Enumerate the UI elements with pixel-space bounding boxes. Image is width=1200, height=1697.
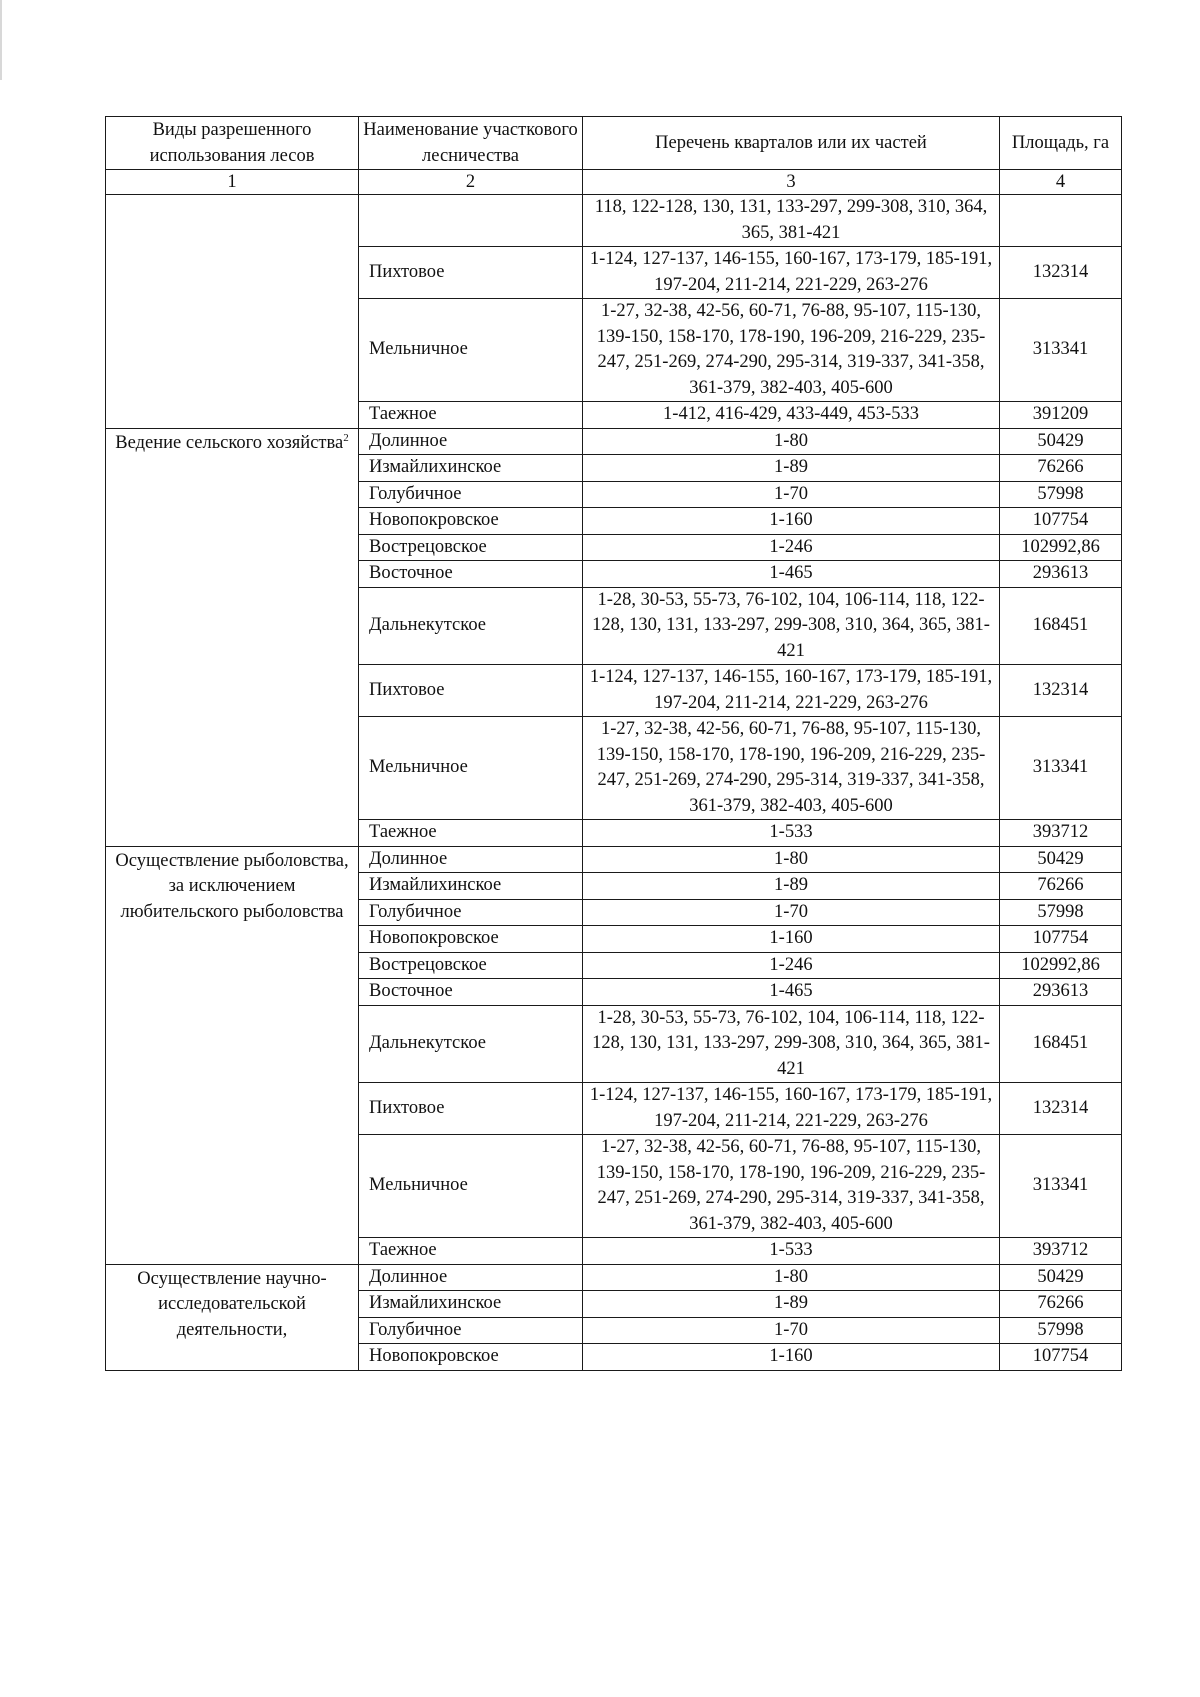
forestry-name: Долинное bbox=[359, 846, 583, 873]
quarters-list: 118, 122-128, 130, 131, 133-297, 299-308, 310, 364, 365, 381-421 bbox=[583, 195, 1000, 247]
forestry-name: Пихтовое bbox=[359, 1083, 583, 1135]
quarters-list: 1-124, 127-137, 146-155, 160-167, 173-179, 185-191, 197-204, 211-214, 221-229, 263-276 bbox=[583, 247, 1000, 299]
quarters-list: 1-533 bbox=[583, 1238, 1000, 1265]
quarters-list: 1-80 bbox=[583, 1264, 1000, 1291]
table-header-row bbox=[106, 117, 1122, 170]
quarters-list: 1-124, 127-137, 146-155, 160-167, 173-179, 185-191, 197-204, 211-214, 221-229, 263-276 bbox=[583, 665, 1000, 717]
usage-kind bbox=[106, 846, 359, 1264]
forestry-name: Пихтовое bbox=[359, 247, 583, 299]
area-value: 57998 bbox=[1000, 899, 1122, 926]
quarters-list: 1-465 bbox=[583, 979, 1000, 1006]
quarters-list: 1-412, 416-429, 433-449, 453-533 bbox=[583, 402, 1000, 429]
forestry-name: Долинное bbox=[359, 1264, 583, 1291]
kind-cell-continued bbox=[106, 195, 359, 429]
forestry-name: Пихтовое bbox=[359, 665, 583, 717]
forestry-name: Новопокровское bbox=[359, 508, 583, 535]
area-value: 391209 bbox=[1000, 402, 1122, 429]
area-value: 168451 bbox=[1000, 587, 1122, 665]
quarters-list: 1-89 bbox=[583, 873, 1000, 900]
area-value: 132314 bbox=[1000, 665, 1122, 717]
usage-kind-label: Ведение сельского хозяйства bbox=[115, 432, 344, 453]
forestry-name: Мельничное bbox=[359, 1135, 583, 1238]
quarters-list: 1-533 bbox=[583, 820, 1000, 847]
forestry-name: Новопокровское bbox=[359, 1344, 583, 1371]
quarters-list: 1-27, 32-38, 42-56, 60-71, 76-88, 95-107, 115-130, 139-150, 158-170, 178-190, 196-209, 216-229, 235-247, 251-269, 274-290, 295-314, 319-337, 341-358, 361-379, 382-403, 405-600 bbox=[583, 1135, 1000, 1238]
area-value: 102992,86 bbox=[1000, 534, 1122, 561]
usage-kind bbox=[106, 428, 359, 846]
area-value: 76266 bbox=[1000, 873, 1122, 900]
column-number: 1 bbox=[106, 170, 359, 195]
column-number-row bbox=[106, 170, 1122, 195]
area-value: 107754 bbox=[1000, 926, 1122, 953]
quarters-list: 1-80 bbox=[583, 846, 1000, 873]
forestry-name: Измайлихинское bbox=[359, 1291, 583, 1318]
quarters-list: 1-160 bbox=[583, 926, 1000, 953]
quarters-list: 1-89 bbox=[583, 455, 1000, 482]
quarters-list: 1-70 bbox=[583, 899, 1000, 926]
quarters-list: 1-246 bbox=[583, 952, 1000, 979]
area-value: 293613 bbox=[1000, 561, 1122, 588]
forestry-name: Таежное bbox=[359, 402, 583, 429]
table-row bbox=[106, 195, 1122, 247]
area-value: 76266 bbox=[1000, 1291, 1122, 1318]
quarters-list: 1-28, 30-53, 55-73, 76-102, 104, 106-114, 118, 122-128, 130, 131, 133-297, 299-308, 310, 364, 365, 381-421 bbox=[583, 587, 1000, 665]
area-value: 168451 bbox=[1000, 1005, 1122, 1083]
column-number: 2 bbox=[359, 170, 583, 195]
footnote-marker: 2 bbox=[343, 431, 349, 444]
forestry-name: Мельничное bbox=[359, 717, 583, 820]
quarters-list: 1-27, 32-38, 42-56, 60-71, 76-88, 95-107, 115-130, 139-150, 158-170, 178-190, 196-209, 216-229, 235-247, 251-269, 274-290, 295-314, 319-337, 341-358, 361-379, 382-403, 405-600 bbox=[583, 717, 1000, 820]
area-value: 393712 bbox=[1000, 1238, 1122, 1265]
header-quarters: Перечень кварталов или их частей bbox=[583, 117, 1000, 170]
quarters-list: 1-246 bbox=[583, 534, 1000, 561]
area-value: 50429 bbox=[1000, 1264, 1122, 1291]
quarters-list: 1-28, 30-53, 55-73, 76-102, 104, 106-114, 118, 122-128, 130, 131, 133-297, 299-308, 310, 364, 365, 381-421 bbox=[583, 1005, 1000, 1083]
forestry-name: Таежное bbox=[359, 820, 583, 847]
table-row bbox=[106, 846, 1122, 873]
table-row bbox=[106, 1264, 1122, 1291]
area-value: 132314 bbox=[1000, 247, 1122, 299]
area-value: 313341 bbox=[1000, 1135, 1122, 1238]
area-value: 107754 bbox=[1000, 508, 1122, 535]
area-value: 50429 bbox=[1000, 846, 1122, 873]
usage-kind-label: Осуществление рыболовства, за исключением любительского рыболовства bbox=[115, 850, 349, 922]
forestry-name: Измайлихинское bbox=[359, 873, 583, 900]
quarters-list: 1-27, 32-38, 42-56, 60-71, 76-88, 95-107, 115-130, 139-150, 158-170, 178-190, 196-209, 216-229, 235-247, 251-269, 274-290, 295-314, 319-337, 341-358, 361-379, 382-403, 405-600 bbox=[583, 299, 1000, 402]
quarters-list: 1-124, 127-137, 146-155, 160-167, 173-179, 185-191, 197-204, 211-214, 221-229, 263-276 bbox=[583, 1083, 1000, 1135]
column-number: 4 bbox=[1000, 170, 1122, 195]
forestry-name: Вострецовское bbox=[359, 952, 583, 979]
area-value: 107754 bbox=[1000, 1344, 1122, 1371]
usage-kind bbox=[106, 1264, 359, 1370]
usage-kind-label: Осуществление научно-исследовательской деятельности, bbox=[137, 1268, 327, 1340]
forestry-name: Дальнекутское bbox=[359, 587, 583, 665]
area-value: 293613 bbox=[1000, 979, 1122, 1006]
area-value: 102992,86 bbox=[1000, 952, 1122, 979]
table-row bbox=[106, 428, 1122, 455]
forestry-name: Измайлихинское bbox=[359, 455, 583, 482]
forestry-name: Голубичное bbox=[359, 1317, 583, 1344]
forestry-name: Долинное bbox=[359, 428, 583, 455]
column-number: 3 bbox=[583, 170, 1000, 195]
quarters-list: 1-80 bbox=[583, 428, 1000, 455]
area-value: 313341 bbox=[1000, 299, 1122, 402]
forestry-name: Вострецовское bbox=[359, 534, 583, 561]
area-value: 313341 bbox=[1000, 717, 1122, 820]
area-value: 57998 bbox=[1000, 1317, 1122, 1344]
header-forestry: Наименование участкового лесничества bbox=[359, 117, 583, 170]
header-area: Площадь, га bbox=[1000, 117, 1122, 170]
forestry-name: Голубичное bbox=[359, 899, 583, 926]
quarters-list: 1-89 bbox=[583, 1291, 1000, 1318]
forestry-name: Дальнекутское bbox=[359, 1005, 583, 1083]
forestry-name: Таежное bbox=[359, 1238, 583, 1265]
header-kind: Виды разрешенного использования лесов bbox=[106, 117, 359, 170]
forestry-name bbox=[359, 195, 583, 247]
forestry-name: Восточное bbox=[359, 561, 583, 588]
quarters-list: 1-160 bbox=[583, 1344, 1000, 1371]
area-value: 76266 bbox=[1000, 455, 1122, 482]
area-value: 132314 bbox=[1000, 1083, 1122, 1135]
quarters-list: 1-465 bbox=[583, 561, 1000, 588]
forestry-name: Новопокровское bbox=[359, 926, 583, 953]
forest-use-table bbox=[105, 116, 1122, 1371]
forestry-name: Мельничное bbox=[359, 299, 583, 402]
scan-edge-mark bbox=[0, 0, 2, 80]
area-value: 50429 bbox=[1000, 428, 1122, 455]
area-value: 393712 bbox=[1000, 820, 1122, 847]
quarters-list: 1-160 bbox=[583, 508, 1000, 535]
quarters-list: 1-70 bbox=[583, 1317, 1000, 1344]
forestry-name: Восточное bbox=[359, 979, 583, 1006]
quarters-list: 1-70 bbox=[583, 481, 1000, 508]
area-value: 57998 bbox=[1000, 481, 1122, 508]
forestry-name: Голубичное bbox=[359, 481, 583, 508]
area-value bbox=[1000, 195, 1122, 247]
